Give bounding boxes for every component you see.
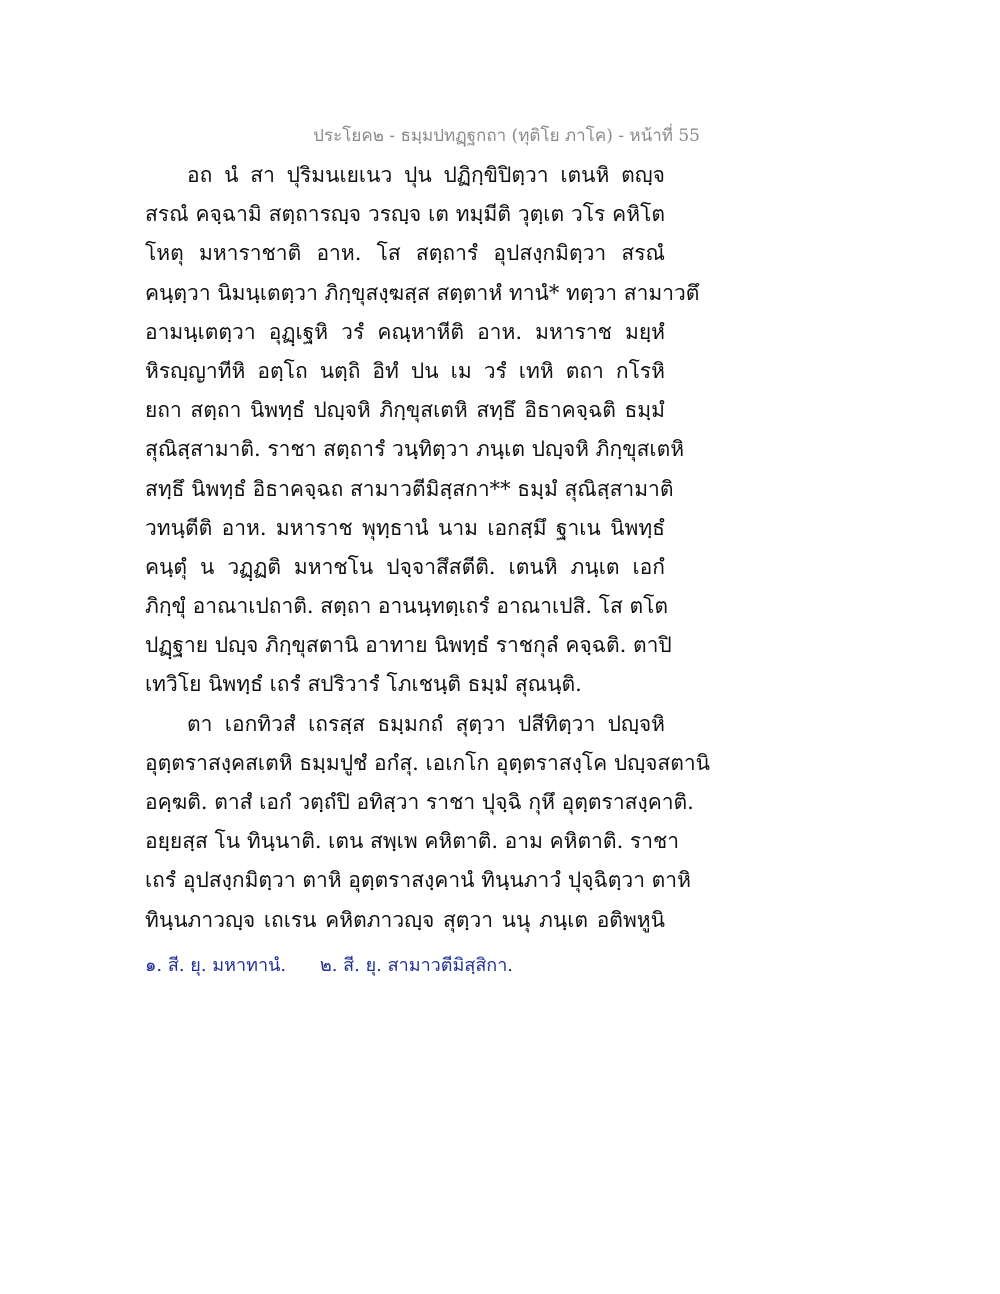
text-line: ทินฺนภาวญฺจ เถเรน คหิตภาวญฺจ สุตฺวา นนุ ภนฺเต อติพหูนิ [145,907,665,932]
text-line: โหตุ มหาราชาติ อาห. โส สตฺถารํ อุปสงฺกมิตฺวา สรณํ [145,241,665,266]
text-line: สทฺธึ นิพทฺธํ อิธาคจฺฉถ สามาวตีมิสฺสกา** ธมฺมํ สุณิสฺสามาติ [145,476,674,501]
text-line: ภิกฺขุํ อาณาเปถาติ. สตฺถา อานนฺทตฺเถรํ อาณาเปสิ. โส ตโต [145,594,669,619]
footnote-2: ๒. สี. ยุ. สามาวตีมิสฺสิกา. [319,955,514,976]
running-header: ประโยค๒ - ธมฺมปทฏฺฐกถา (ทุติโย ภาโค) - หน้าที่ 55 [313,126,700,146]
text-line: อยฺยสฺส โน ทินฺนาติ. เตน สพฺเพ คหิตาติ. อาม คหิตาติ. ราชา [145,829,680,854]
text-line: เทวิโย นิพทฺธํ เถรํ สปริวารํ โภเชนฺติ ธมฺมํ สุณนฺติ. [145,672,582,697]
text-line: คนฺตุํ น วฏฺฏติ มหาชโน ปจฺจาสึสตีติ. เตนหิ ภนฺเต เอกํ [145,554,665,579]
text-line: สุณิสฺสามาติ. ราชา สตฺถารํ วนฺทิตฺวา ภนฺเต ปญฺจหิ ภิกฺขุสเตหิ [145,437,685,462]
text-line: ตา เอกทิวสํ เถรสฺส ธมฺมกถํ สุตฺวา ปสีทิตฺวา ปญฺจหิ [187,711,665,736]
text-line: สรณํ คจฺฉามิ สตฺถารญฺจ วรญฺจ เต ทมฺมีติ วุตฺเต วโร คหิโต [145,202,665,227]
text-line: อามนฺเตตฺวา อุฏฺเฐหิ วรํ คณฺหาหีติ อาห. มหาราช มยฺหํ [145,319,665,344]
footnotes [145,950,541,979]
text-line: อุตฺตราสงฺคสเตหิ ธมฺมปูชํ อกํสุ. เอเกโก อุตฺตราสงฺโค ปญฺจสตานิ [145,750,711,775]
text-line: ปฏฺฐาย ปญฺจ ภิกฺขุสตานิ อาทาย นิพทฺธํ ราชกุลํ คจฺฉติ. ตาปิ [145,633,672,658]
text-line: คนฺตฺวา นิมนฺเตตฺวา ภิกฺขุสงฺฆสฺส สตฺตาหํ ทานํ* ทตฺวา สามาวตึ [145,280,700,305]
body-text [145,156,711,940]
text-line: เถรํ อุปสงฺกมิตฺวา ตาหิ อุตฺตราสงฺคานํ ทินฺนภาวํ ปุจฺฉิตฺวา ตาหิ [145,868,691,893]
text-line: วทนฺตีติ อาห. มหาราช พุทฺธานํ นาม เอกสฺมึ ฐาเน นิพทฺธํ [145,515,665,540]
text-line: หิรญฺญาทีหิ อตฺโถ นตฺถิ อิทํ ปน เม วรํ เทหิ ตถา กโรหิ [145,358,665,383]
text-line: อคฺฆติ. ตาสํ เอกํ วตฺถํปิ อทิสฺวา ราชา ปุจฺฉิ กุหึ อุตฺตราสงฺคาติ. [145,790,694,814]
text-line: ยถา สตฺถา นิพทฺธํ ปญฺจหิ ภิกฺขุสเตหิ สทฺธึ อิธาคจฺฉติ ธมฺมํ [145,398,665,423]
text-line: อถ นํ สา ปุริมนเยเนว ปุน ปฏิกฺขิปิตฺวา เตนหิ ตญฺจ [187,163,665,187]
footnote-1: ๑. สี. ยุ. มหาทานํ. [145,955,287,976]
